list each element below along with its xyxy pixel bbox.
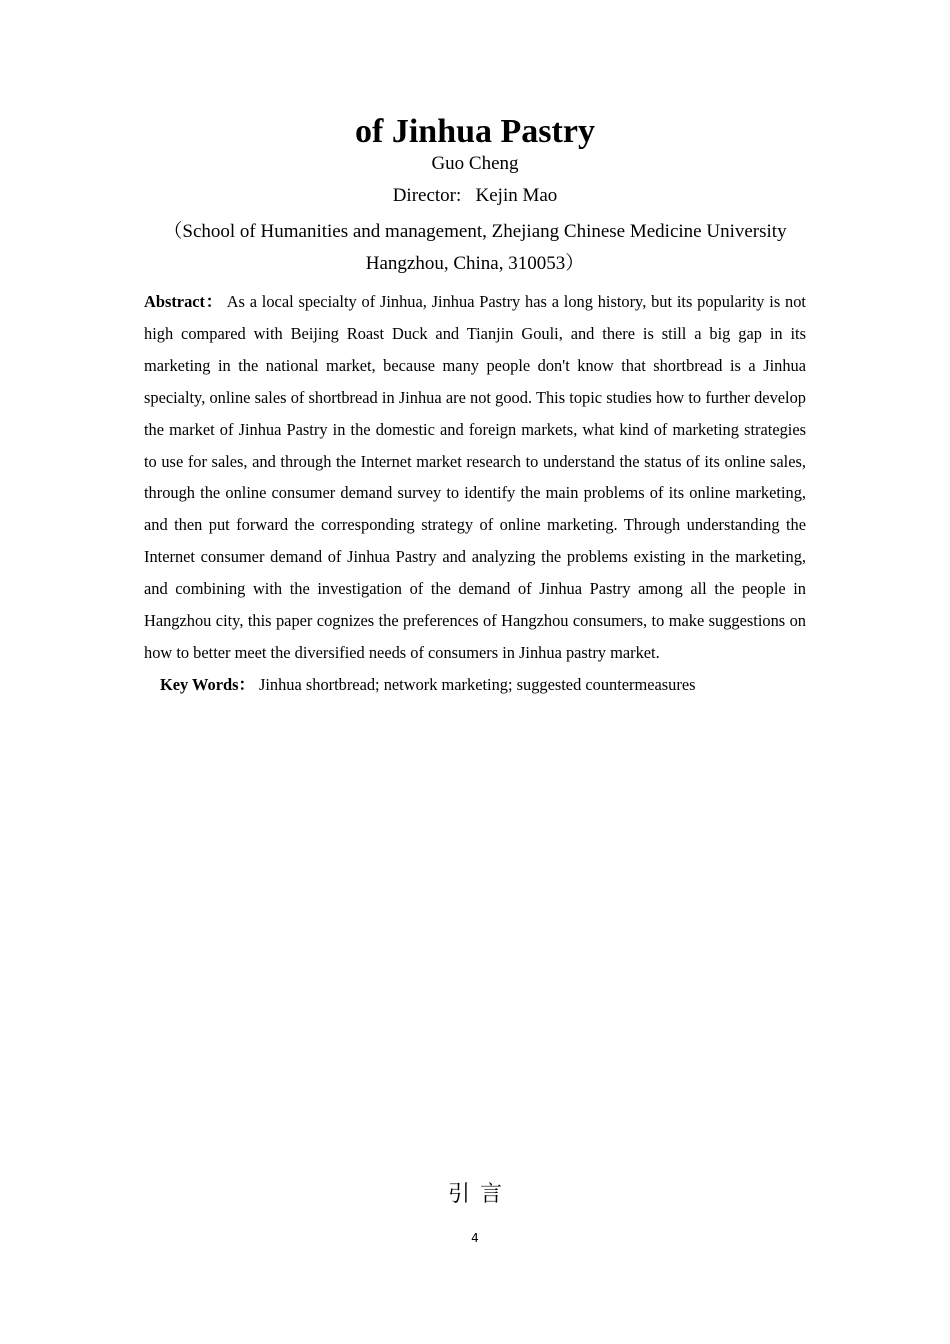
keywords-label: Key Words： <box>160 675 255 694</box>
affiliation-line-2: Hangzhou, China, 310053） <box>365 253 585 274</box>
section-heading: 引言 <box>447 1182 512 1207</box>
paper-title: of Jinhua Pastry <box>355 113 595 150</box>
affiliation-line-1: （School of Humanities and management, Zhejiang Chinese Medicine University <box>163 221 787 242</box>
keywords-text: Jinhua shortbread; network marketing; suggested countermeasures <box>258 675 696 694</box>
author-name: Guo Cheng <box>431 153 519 174</box>
abstract-text: As a local specialty of Jinhua, Jinhua Pastry has a long history, but its popularity is not high compared with Beijing Roast Duck and Tianjin Gouli, and there is still a big gap in its marketing in the national market, because many people don't know that shortbread is a Jinhua specialty, online sales of shortbread in Jinhua are not good. This topic studies how to further develop the market of Jinhua Pastry in the domestic and foreign markets, what kind of marketing strategies to use for sales, and through the Internet market research to understand the status of its online sales, through the online consumer demand survey to identify the main problems of its online marketing, and then put forward the corresponding strategy of online marketing. Through understanding the Internet consumer demand of Jinhua Pastry and analyzing the problems existing in the marketing, and combining with the investigation of the demand of Jinhua Pastry among all the people in Hangzhou city, this paper cognizes the preferences of Hangzhou consumers, to make suggestions on how to better meet the diversified needs of consumers in Jinhua pastry market. <box>144 292 806 662</box>
director-label: Director: <box>392 185 467 206</box>
director-line <box>0 182 950 210</box>
abstract-label: Abstract： <box>144 292 223 311</box>
director-name: Kejin Mao <box>475 185 558 206</box>
abstract-paragraph <box>144 286 806 669</box>
keywords-line <box>160 671 806 699</box>
page-number: 4 <box>471 1231 479 1245</box>
